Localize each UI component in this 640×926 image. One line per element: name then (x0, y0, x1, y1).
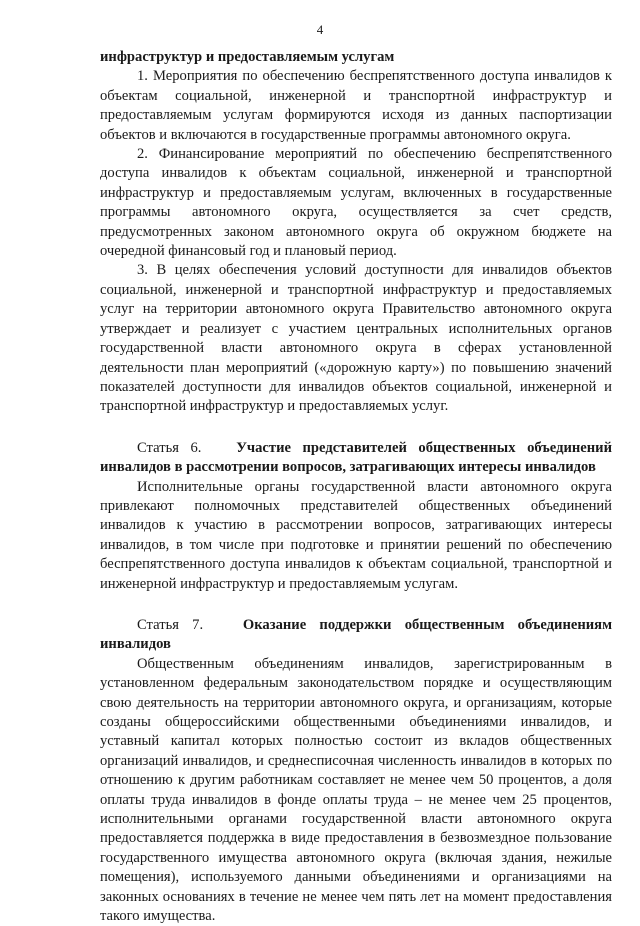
section-spacer (100, 417, 612, 439)
article6-text: Исполнительные органы государственной власти автономного округа привлекают полномочных представителей общественных объединений инвалидов к участию в рассмотрении вопросов, затрагивающих интересы инвалидов, в том числе при подготовке и принятии решений по обеспечению беспрепятственного доступа инвалидов к объектам социальной, транспортной и инженерной инфраструктур и предоставляемым услугам. (100, 478, 612, 592)
article5-item-1: 1. Мероприятия по обеспечению беспрепятственного доступа инвалидов к объектам социальной, инженерной и транспортной инфраструктур и предоставляемым услугам формируются исходя из данных паспортизации объектов и включаются в государственные программы автономного округа. (100, 68, 612, 143)
section-spacer (100, 594, 612, 616)
article7-label: Статья 7. (137, 616, 204, 633)
article5-item-2: 2. Финансирование мероприятий по обеспечению беспрепятственного доступа инвалидов к объектам социальной, инженерной и транспортной инфраструктур и предоставляемым услугам, включенных в государственные программы автономного округа, осуществляется за счет средств, предусмотренных законом автономного округа об окружном бюджете на очередной финансовый год и плановый период. (100, 146, 612, 260)
page-number: 4 (316, 22, 324, 37)
article7-text: Общественным объединениям инвалидов, зарегистрированным в установленном федеральным законодательством порядке и осуществляющим свою деятельность на территории автономного округа, и организациям, которые созданы общероссийскими общественными объединениями инвалидов, и уставный капитал которых полностью состоит из вкладов общественных организаций инвалидов, и среднесписочная численность инвалидов в которых по отношению к другим работникам составляет не менее чем 50 процентов, а доля оплаты труда инвалидов в фонде оплаты труда – не менее чем 25 процентов, исполнительными органами государственной власти автономного округа предоставляется поддержка в виде предоставления в безвозмездное пользование государственного имущества автономного округа (включая здания, нежилые помещения), используемого данными объединениями и организациями на законных основаниях в течение не менее чем пять лет на момент предоставления такого имущества. (100, 655, 612, 925)
article6-title: Участие представителей общественных объединений инвалидов в рассмотрении вопросов, затрагивающих интересы инвалидов (100, 439, 612, 476)
article6-label: Статья 6. (137, 439, 202, 456)
article7-title: Оказание поддержки общественным объединениям инвалидов (100, 616, 613, 653)
document-body (100, 48, 612, 926)
article6-heading (100, 439, 612, 478)
article7-heading (100, 616, 612, 655)
continued-article-heading: инфраструктур и предоставляемым услугам (100, 49, 395, 65)
article5-item-3: 3. В целях обеспечения условий доступности для инвалидов объектов социальной, инженерной и транспортной инфраструктур и предоставляемых услуг на территории автономного округа Правительство автономного округа утверждает и реализует с участием центральных исполнительных органов государственной власти автономного округа в сферах установленной деятельности план мероприятий («дорожную карту») по повышению значений показателей доступности для инвалидов объектов социальной, инженерной и транспортной инфраструктур и предоставляемых услуг. (100, 262, 612, 415)
